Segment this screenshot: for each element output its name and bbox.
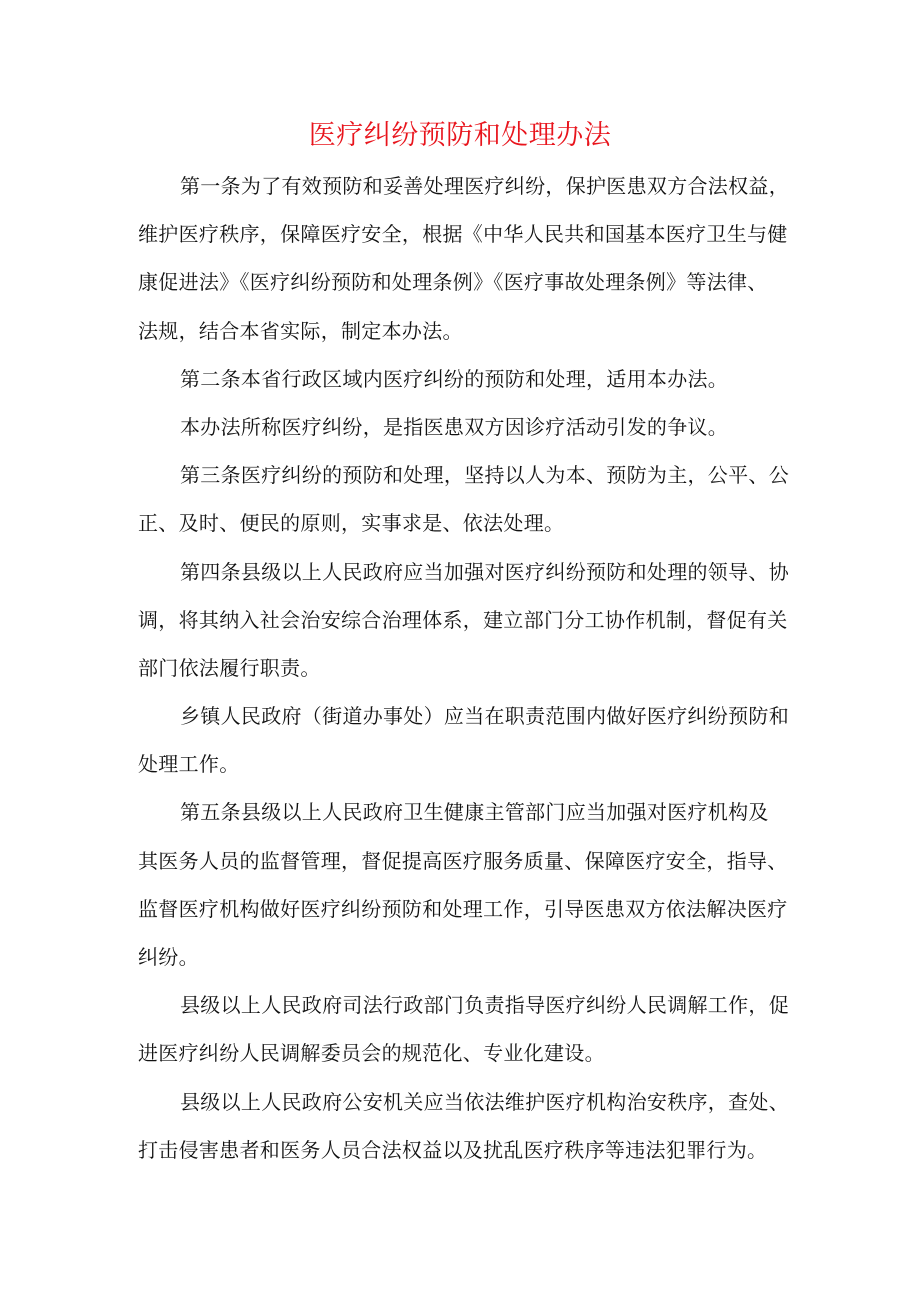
paragraph	[138, 1086, 808, 1182]
paragraph	[138, 796, 808, 989]
text-line: 法规，结合本省实际，制定本办法。	[138, 318, 463, 343]
paragraph	[138, 459, 808, 555]
paragraph	[138, 556, 808, 701]
text-line: 第五条县级以上人民政府卫生健康主管部门应当加强对医疗机构及	[180, 800, 769, 825]
paragraph	[138, 700, 808, 796]
document-title: 医疗纠纷预防和处理办法	[308, 120, 612, 151]
text-line: 纠纷。	[138, 945, 199, 969]
text-line: 正、及时、便民的原则，实事求是、依法处理。	[138, 511, 565, 536]
text-line: 第一条为了有效预防和妥善处理医疗纠纷，保护医患双方合法权益，	[180, 174, 789, 198]
text-line: 县级以上人民政府公安机关应当依法维护医疗机构治安秩序，查处、	[180, 1089, 789, 1114]
text-line: 调，将其纳入社会治安综合治理体系，建立部门分工协作机制，督促有关	[138, 607, 788, 632]
paragraph	[138, 989, 808, 1085]
paragraph	[138, 363, 808, 411]
text-line: 处理工作。	[138, 752, 240, 777]
text-line: 其医务人员的监督管理，督促提高医疗服务质量、保障医疗安全，指导、	[138, 848, 788, 873]
document-body	[138, 170, 808, 1182]
text-line: 监督医疗机构做好医疗纠纷预防和处理工作，引导医患双方依法解决医疗	[138, 896, 788, 921]
text-line: 进医疗纠纷人民调解委员会的规范化、专业化建设。	[138, 1041, 605, 1066]
text-line: 第三条医疗纠纷的预防和处理，坚持以人为本、预防为主，公平、公	[180, 463, 789, 488]
text-line: 第四条县级以上人民政府应当加强对医疗纠纷预防和处理的领导、协	[180, 559, 789, 584]
text-line: 康促进法》《医疗纠纷预防和处理条例》《医疗事故处理条例》等法律、	[138, 270, 768, 295]
text-line: 维护医疗秩序，保障医疗安全，根据《中华人民共和国基本医疗卫生与健	[138, 222, 788, 247]
text-line: 部门依法履行职责。	[138, 655, 321, 680]
paragraph	[138, 411, 808, 459]
text-line: 本办法所称医疗纠纷，是指医患双方因诊疗活动引发的争议。	[180, 414, 729, 439]
text-line: 县级以上人民政府司法行政部门负责指导医疗纠纷人民调解工作，促	[180, 993, 789, 1018]
paragraph	[138, 170, 808, 363]
text-line: 乡镇人民政府（街道办事处）应当在职责范围内做好医疗纠纷预防和	[180, 704, 789, 729]
text-line: 打击侵害患者和医务人员合法权益以及扰乱医疗秩序等违法犯罪行为。	[138, 1137, 768, 1162]
text-line: 第二条本省行政区域内医疗纠纷的预防和处理，适用本办法。	[180, 366, 729, 391]
